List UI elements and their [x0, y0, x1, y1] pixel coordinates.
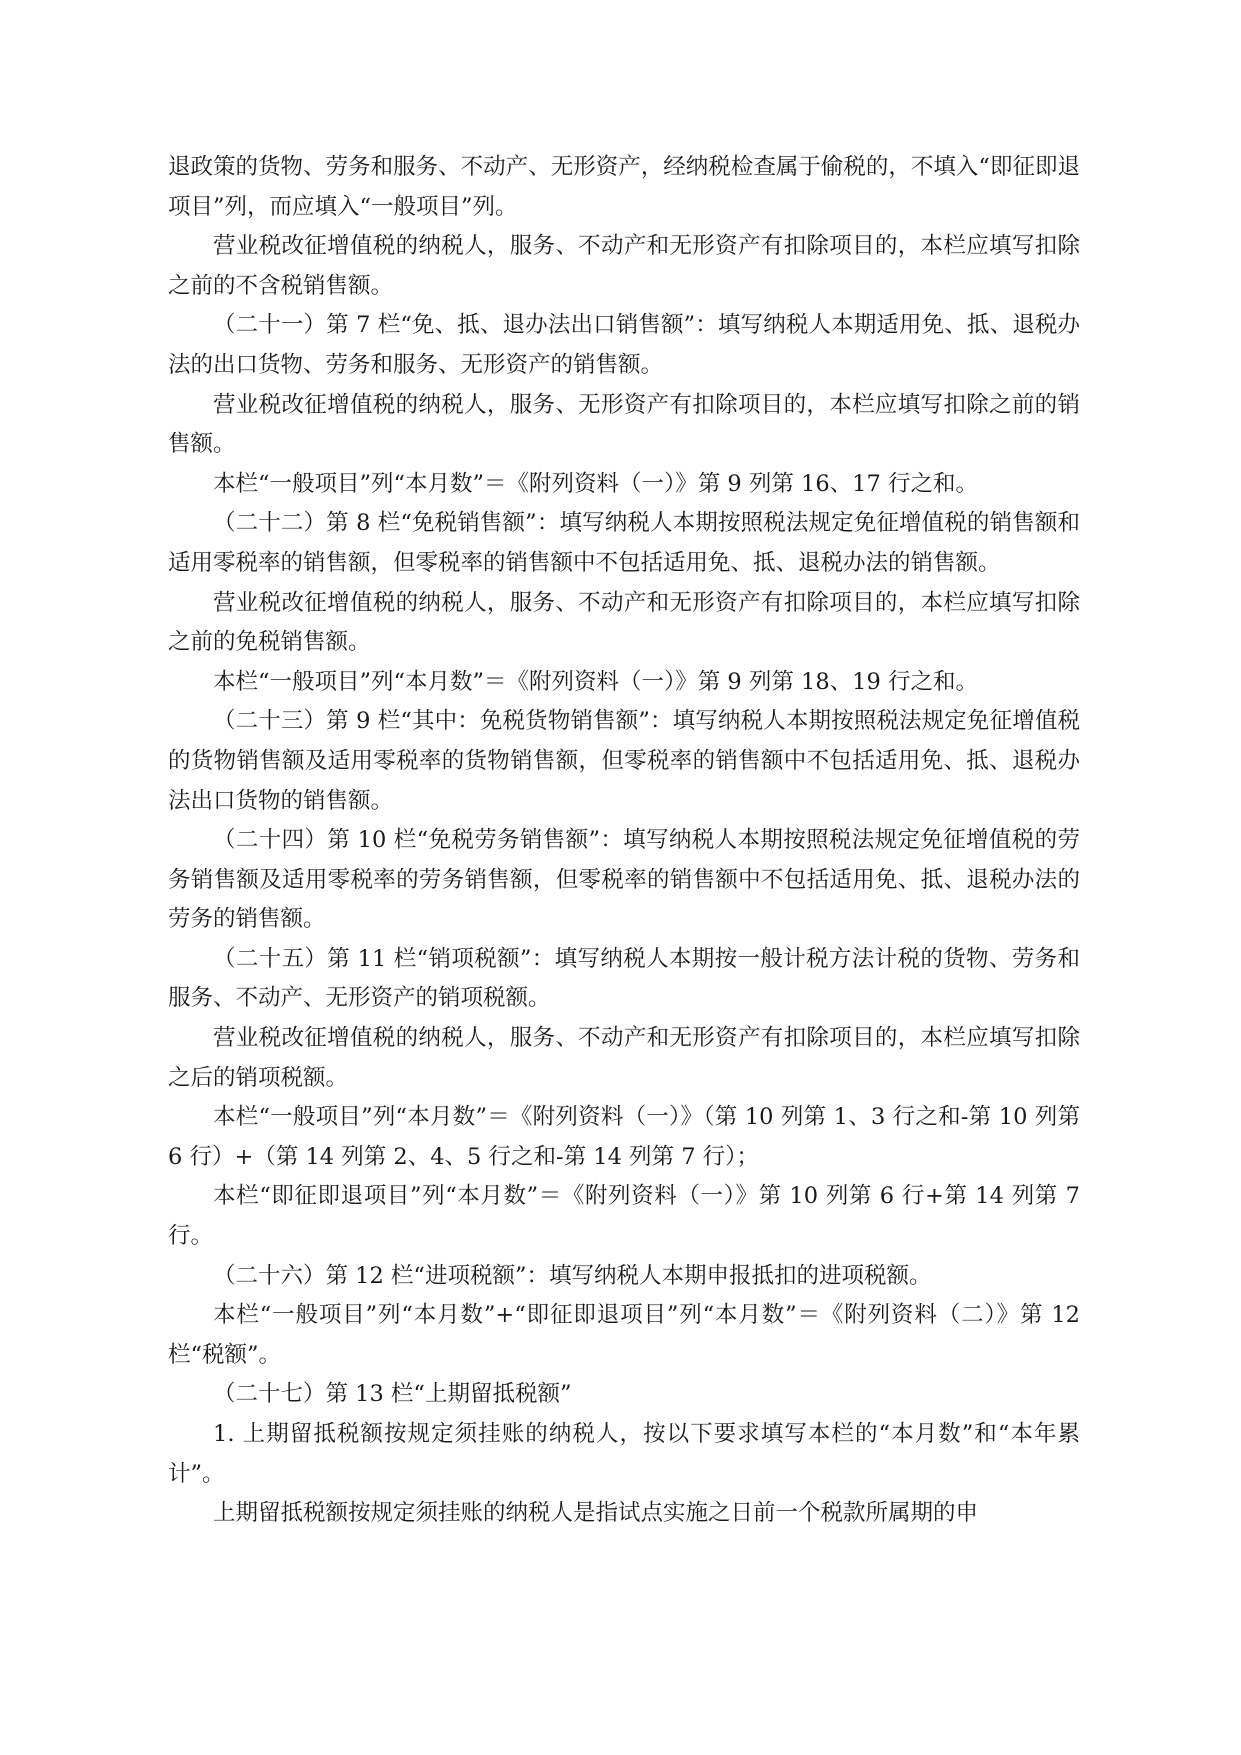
paragraph: 本栏“一般项目”列“本月数”＝《附列资料（一）》（第 10 列第 1、3 行之和-第 10 列第 6 行）+（第 14 列第 2、4、5 行之和-第 14 列第 7 行）；	[168, 1104, 1080, 1170]
paragraph: （二十二）第 8 栏“免税销售额”：填写纳税人本期按照税法规定免征增值税的销售额和适用零税率的销售额，但零税率的销售额中不包括适用免、抵、退税办法的销售额。	[168, 510, 1080, 576]
paragraph: 上期留抵税额按规定须挂账的纳税人是指试点实施之日前一个税款所属期的申	[213, 1500, 979, 1527]
paragraph: （二十五）第 11 栏“销项税额”：填写纳税人本期按一般计税方法计税的货物、劳务和服务、不动产、无形资产的销项税额。	[168, 945, 1080, 1012]
document-body	[168, 148, 1080, 1534]
paragraph: （二十四）第 10 栏“免税劳务销售额”：填写纳税人本期按照税法规定免征增值税的劳务销售额及适用零税率的劳务销售额，但零税率的销售额中不包括适用免、抵、退税办法的劳务的销售额。	[168, 827, 1080, 933]
paragraph: 本栏“一般项目”列“本月数”＝《附列资料（一）》第 9 列第 16、17 行之和。	[213, 470, 978, 497]
paragraph: 营业税改征增值税的纳税人，服务、无形资产有扣除项目的，本栏应填写扣除之前的销售额。	[168, 391, 1080, 458]
paragraph: （二十三）第 9 栏“其中：免税货物销售额”：填写纳税人本期按照税法规定免征增值税的货物销售额及适用零税率的货物销售额，但零税率的销售额中不包括适用免、抵、退税办法出口货物的销售额。	[168, 708, 1080, 814]
paragraph: 本栏“一般项目”列“本月数”＝《附列资料（一）》第 9 列第 18、19 行之和。	[213, 668, 978, 695]
paragraph: 营业税改征增值税的纳税人，服务、不动产和无形资产有扣除项目的，本栏应填写扣除之后的销项税额。	[168, 1025, 1080, 1091]
paragraph: 本栏“即征即退项目”列“本月数”＝《附列资料（一）》第 10 列第 6 行+第 14 列第 7 行。	[168, 1183, 1080, 1250]
paragraph: 营业税改征增值税的纳税人，服务、不动产和无形资产有扣除项目的，本栏应填写扣除之前的免税销售额。	[168, 589, 1080, 656]
paragraph: 1. 上期留抵税额按规定须挂账的纳税人，按以下要求填写本栏的“本月数”和“本年累计”。	[168, 1421, 1080, 1487]
paragraph: （二十七）第 13 栏“上期留抵税额”	[213, 1381, 572, 1408]
paragraph: （二十六）第 12 栏“进项税额”：填写纳税人本期申报抵扣的进项税额。	[213, 1262, 932, 1289]
paragraph: 营业税改征增值税的纳税人，服务、不动产和无形资产有扣除项目的，本栏应填写扣除之前的不含税销售额。	[168, 233, 1080, 299]
paragraph: 退政策的货物、劳务和服务、不动产、无形资产，经纳税检查属于偷税的，不填入“即征即退项目”列，而应填入“一般项目”列。	[168, 154, 1080, 220]
paragraph: 本栏“一般项目”列“本月数”+“即征即退项目”列“本月数”＝《附列资料（二）》第 12 栏“税额”。	[168, 1302, 1080, 1368]
paragraph: （二十一）第 7 栏“免、抵、退办法出口销售额”：填写纳税人本期适用免、抵、退税办法的出口货物、劳务和服务、无形资产的销售额。	[168, 312, 1080, 378]
